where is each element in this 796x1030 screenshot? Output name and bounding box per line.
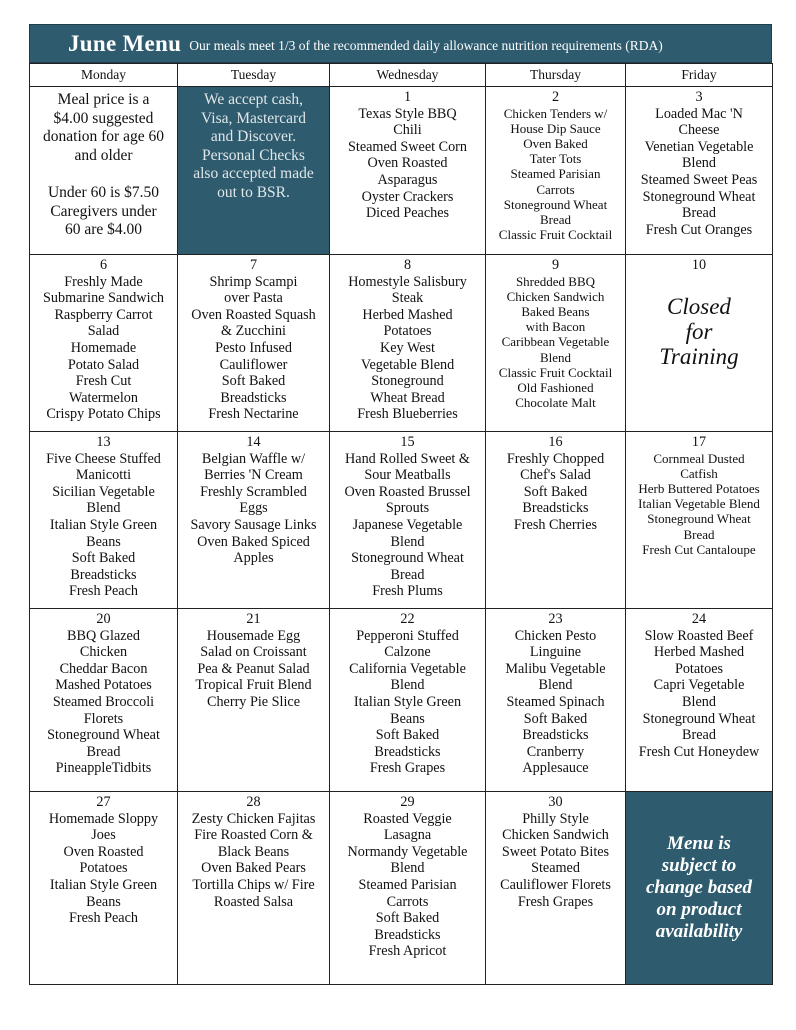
menu-item: Homestyle Salisbury bbox=[348, 273, 467, 290]
menu-item: Potatoes bbox=[674, 660, 724, 677]
menu-item: Fresh Blueberries bbox=[357, 406, 458, 423]
week-row-3 bbox=[30, 432, 773, 609]
menu-item: Carrots bbox=[386, 893, 429, 910]
menu-item: Steamed bbox=[531, 860, 580, 877]
menu-item: Blend bbox=[539, 349, 572, 365]
menu-item: Apples bbox=[233, 550, 274, 567]
menu-item: PineappleTidbits bbox=[55, 760, 152, 777]
info-line: Visa, Mastercard bbox=[201, 109, 306, 127]
menu-item: Cheese bbox=[678, 122, 720, 139]
menu-item: Soft Baked bbox=[71, 550, 136, 567]
day-cell bbox=[486, 792, 626, 985]
menu-item: & Zucchini bbox=[220, 323, 286, 340]
menu-item: Oven Roasted bbox=[367, 155, 448, 172]
menu-header bbox=[29, 24, 772, 63]
menu-item: Roasted Veggie bbox=[363, 810, 452, 827]
menu-item: Fresh Cut Cantaloupe bbox=[642, 541, 756, 557]
menu-item: Hand Rolled Sweet & bbox=[345, 450, 470, 467]
menu-item: Tater Tots bbox=[529, 151, 582, 167]
menu-item: Slow Roasted Beef bbox=[644, 627, 754, 644]
menu-item: Loaded Mac 'N bbox=[655, 105, 743, 122]
day-number: 30 bbox=[548, 794, 563, 810]
menu-calendar bbox=[29, 24, 772, 985]
menu-item: Oven Roasted bbox=[63, 843, 144, 860]
info-line: Personal Checks bbox=[202, 146, 305, 164]
weekday-wednesday: Wednesday bbox=[330, 64, 486, 87]
menu-item: Japanese Vegetable bbox=[352, 516, 463, 533]
menu-item: BBQ Glazed bbox=[67, 627, 140, 644]
menu-item: Eggs bbox=[239, 500, 268, 517]
menu-item: Stoneground Wheat bbox=[503, 196, 608, 212]
menu-item: Herbed Mashed bbox=[653, 644, 745, 661]
menu-item: Fresh Cut Oranges bbox=[645, 221, 753, 238]
menu-item: Vegetable Blend bbox=[360, 356, 455, 373]
menu-item: Cauliflower Florets bbox=[500, 876, 611, 893]
menu-item: Fresh Grapes bbox=[369, 760, 446, 777]
info-line: 60 are $4.00 bbox=[64, 221, 143, 239]
menu-subtitle: Our meals meet 1/3 of the recommended daily allowance nutrition requirements (RDA) bbox=[189, 37, 663, 53]
menu-item: Raspberry Carrot bbox=[54, 306, 153, 323]
day-cell bbox=[178, 609, 330, 792]
menu-item: Key West bbox=[380, 339, 435, 356]
menu-item: Oven Roasted Brussel bbox=[344, 483, 471, 500]
menu-item: Beans bbox=[86, 533, 121, 550]
menu-item: Housemade Egg bbox=[206, 627, 301, 644]
menu-item: Chili bbox=[393, 122, 422, 139]
menu-item: Potatoes bbox=[79, 860, 128, 877]
weekday-tuesday: Tuesday bbox=[178, 64, 330, 87]
weekday-monday: Monday bbox=[30, 64, 178, 87]
menu-item: California Vegetable bbox=[349, 660, 466, 677]
day-cell bbox=[486, 609, 626, 792]
menu-item: Belgian Waffle w/ bbox=[201, 450, 306, 467]
day-number: 15 bbox=[400, 434, 415, 450]
menu-item: Tortilla Chips w/ Fire bbox=[192, 876, 315, 893]
menu-item: Normandy Vegetable bbox=[347, 843, 468, 860]
menu-item: Chicken Sandwich bbox=[506, 288, 605, 304]
menu-item: Homemade Sloppy bbox=[48, 810, 159, 827]
day-cell bbox=[30, 609, 178, 792]
menu-item: Classic Fruit Cocktail bbox=[498, 364, 613, 380]
menu-item: Freshly Chopped bbox=[506, 450, 605, 467]
day-cell bbox=[330, 609, 486, 792]
menu-item: Salad bbox=[87, 323, 120, 340]
menu-item: Bread bbox=[390, 566, 425, 583]
menu-item: Breadsticks bbox=[374, 743, 441, 760]
menu-item: Chocolate Malt bbox=[515, 395, 596, 411]
menu-item: Blend bbox=[682, 693, 716, 710]
menu-item: Diced Peaches bbox=[365, 205, 450, 222]
menu-item: Italian Style Green bbox=[353, 693, 462, 710]
menu-item: Pesto Infused bbox=[215, 339, 292, 356]
availability-note-cell bbox=[626, 792, 773, 985]
day-number: 23 bbox=[548, 611, 563, 627]
menu-item: Blend bbox=[390, 677, 425, 694]
menu-item: Soft Baked bbox=[375, 910, 440, 927]
menu-item: Freshly Made bbox=[64, 273, 143, 290]
menu-item: Bread bbox=[683, 526, 715, 542]
day-cell bbox=[178, 255, 330, 432]
day-number: 3 bbox=[695, 89, 703, 105]
menu-item: Fresh Plums bbox=[372, 583, 443, 600]
menu-item: Fresh Nectarine bbox=[208, 406, 299, 423]
day-cell bbox=[626, 609, 773, 792]
closed-text: Closed bbox=[667, 293, 731, 319]
menu-item: Soft Baked bbox=[221, 373, 286, 390]
menu-item: Chicken Pesto bbox=[514, 627, 597, 644]
day-cell bbox=[178, 432, 330, 609]
menu-item: Blend bbox=[390, 533, 425, 550]
day-number: 27 bbox=[96, 794, 111, 810]
menu-item: Steamed Parisian bbox=[510, 166, 601, 182]
menu-item: Watermelon bbox=[69, 389, 138, 406]
menu-item: Cranberry bbox=[526, 743, 585, 760]
menu-item: Freshly Scrambled bbox=[200, 483, 307, 500]
menu-item: Stoneground Wheat bbox=[642, 710, 756, 727]
menu-item: Steamed Parisian bbox=[358, 876, 457, 893]
day-cell bbox=[178, 792, 330, 985]
menu-item: Potatoes bbox=[383, 323, 432, 340]
menu-item: Pepperoni Stuffed bbox=[356, 627, 459, 644]
menu-item: Herb Buttered Potatoes bbox=[638, 481, 760, 496]
menu-item: Beans bbox=[390, 710, 425, 727]
menu-item: Stoneground Wheat bbox=[351, 550, 464, 567]
weekday-friday: Friday bbox=[626, 64, 773, 87]
menu-item: Pea & Peanut Salad bbox=[197, 660, 310, 677]
info-line: Under 60 is $7.50 bbox=[47, 183, 160, 201]
menu-item: Breadsticks bbox=[522, 500, 589, 517]
day-number: 2 bbox=[551, 89, 560, 105]
menu-item: Calzone bbox=[384, 644, 431, 661]
menu-item: Oyster Crackers bbox=[361, 188, 454, 205]
day-number: 21 bbox=[246, 611, 261, 627]
menu-item: Oven Baked Pears bbox=[201, 860, 306, 877]
info-line: $4.00 suggested bbox=[53, 109, 154, 127]
menu-item: Chef's Salad bbox=[520, 467, 591, 484]
menu-item: House Dip Sauce bbox=[510, 120, 601, 136]
menu-item: Salad on Croissant bbox=[200, 644, 307, 661]
info-line: subject to bbox=[661, 855, 737, 876]
menu-item: Sour Meatballs bbox=[364, 467, 451, 484]
menu-item: Carrots bbox=[536, 181, 575, 197]
menu-item: Florets bbox=[83, 710, 124, 727]
menu-item: Herbed Mashed bbox=[362, 306, 453, 323]
menu-item: Shrimp Scampi bbox=[209, 273, 298, 290]
info-line: change based bbox=[645, 877, 753, 898]
menu-item: Sweet Potato Bites bbox=[501, 843, 610, 860]
menu-item: Classic Fruit Cocktail bbox=[498, 227, 613, 243]
menu-item: Fresh Apricot bbox=[368, 943, 447, 960]
day-cell bbox=[486, 87, 626, 255]
menu-item: Stoneground Wheat bbox=[642, 188, 756, 205]
price-info-cell bbox=[30, 87, 178, 255]
menu-item: Cauliflower bbox=[219, 356, 288, 373]
info-line: Menu is bbox=[667, 833, 731, 854]
day-number: 17 bbox=[691, 434, 707, 450]
day-number: 10 bbox=[691, 257, 707, 273]
weekday-thursday: Thursday bbox=[486, 64, 626, 87]
menu-item: Breadsticks bbox=[70, 566, 137, 583]
day-cell bbox=[486, 432, 626, 609]
day-cell bbox=[486, 255, 626, 432]
menu-item: Venetian Vegetable bbox=[644, 138, 754, 155]
menu-item: Bread bbox=[682, 205, 716, 222]
menu-item: Italian Style Green bbox=[49, 516, 158, 533]
day-cell bbox=[30, 432, 178, 609]
day-cell bbox=[330, 87, 486, 255]
day-number: 28 bbox=[246, 794, 261, 810]
closed-cell bbox=[626, 255, 773, 432]
menu-item: Roasted Salsa bbox=[213, 893, 294, 910]
menu-item: Oven Baked bbox=[523, 136, 588, 151]
day-cell bbox=[626, 87, 773, 255]
menu-item: Stoneground Wheat bbox=[47, 727, 160, 744]
menu-item: Stoneground bbox=[371, 373, 444, 390]
menu-item: Mashed Potatoes bbox=[55, 677, 152, 694]
menu-item: Cheddar Bacon bbox=[59, 660, 148, 677]
menu-item: Bread bbox=[539, 212, 572, 228]
menu-item: over Pasta bbox=[224, 290, 283, 307]
menu-item: Zesty Chicken Fajitas bbox=[191, 810, 316, 827]
day-number: 16 bbox=[548, 434, 563, 450]
menu-item: Fresh Cut bbox=[75, 373, 132, 390]
menu-item: Philly Style bbox=[522, 810, 589, 827]
menu-item: Steamed Sweet Peas bbox=[640, 171, 758, 188]
week-row-5 bbox=[30, 792, 773, 985]
menu-item: Submarine Sandwich bbox=[43, 290, 164, 307]
menu-item: Fresh Peach bbox=[69, 583, 138, 600]
day-number: 22 bbox=[400, 611, 415, 627]
week-row-2 bbox=[30, 255, 773, 432]
day-cell bbox=[30, 792, 178, 985]
info-line: also accepted made bbox=[193, 165, 314, 183]
menu-item: Soft Baked bbox=[523, 710, 588, 727]
menu-item: Blend bbox=[390, 860, 425, 877]
menu-item: Cherry Pie Slice bbox=[207, 693, 300, 710]
week-row-1 bbox=[30, 87, 773, 255]
menu-item: Texas Style BBQ bbox=[358, 105, 457, 122]
menu-item: Sprouts bbox=[385, 500, 430, 517]
menu-item: Italian Style Green bbox=[49, 876, 158, 893]
day-number: 6 bbox=[99, 257, 108, 273]
closed-text: for bbox=[685, 318, 713, 344]
menu-item: Soft Baked bbox=[523, 483, 588, 500]
weekday-header-row bbox=[30, 64, 773, 87]
menu-item: Italian Vegetable Blend bbox=[638, 496, 760, 512]
menu-item: Fresh Peach bbox=[69, 910, 138, 927]
day-cell bbox=[330, 255, 486, 432]
menu-item: Tropical Fruit Blend bbox=[195, 677, 312, 694]
menu-item: Potato Salad bbox=[67, 356, 140, 373]
menu-item: Capri Vegetable bbox=[653, 677, 745, 694]
menu-item: Chicken Tenders w/ bbox=[503, 105, 608, 121]
day-number: 8 bbox=[403, 257, 412, 273]
menu-item: Fresh Grapes bbox=[517, 893, 594, 910]
menu-item: Blend bbox=[682, 155, 716, 172]
menu-item: Steamed Sweet Corn bbox=[348, 138, 467, 155]
menu-item: Breadsticks bbox=[522, 727, 589, 744]
menu-item: Bread bbox=[682, 727, 716, 744]
menu-item: Fresh Cut Honeydew bbox=[638, 743, 760, 760]
menu-item: Oven Baked Spiced bbox=[197, 533, 310, 550]
day-number: 29 bbox=[400, 794, 415, 810]
day-number: 24 bbox=[691, 611, 707, 627]
info-line: Meal price is a bbox=[57, 91, 150, 108]
menu-item: Lasagna bbox=[383, 827, 432, 844]
info-line: and older bbox=[74, 146, 133, 164]
menu-item: Old Fashioned bbox=[517, 380, 594, 396]
menu-item: Steak bbox=[391, 290, 424, 307]
menu-item: Stoneground Wheat bbox=[647, 511, 751, 527]
menu-item: Berries 'N Cream bbox=[204, 467, 303, 484]
menu-item: Linguine bbox=[529, 644, 582, 661]
payment-info-cell bbox=[178, 87, 330, 255]
day-cell bbox=[330, 792, 486, 985]
day-number: 9 bbox=[551, 257, 560, 273]
week-row-4 bbox=[30, 609, 773, 792]
menu-item: Fire Roasted Corn & bbox=[194, 827, 313, 844]
menu-item: Beans bbox=[86, 893, 121, 910]
menu-item: Applesauce bbox=[522, 760, 589, 777]
menu-item: Blend bbox=[86, 500, 121, 517]
menu-item: Five Cheese Stuffed bbox=[46, 450, 161, 467]
menu-item: Crispy Potato Chips bbox=[46, 406, 161, 423]
info-line: Caregivers under bbox=[50, 202, 157, 220]
info-line bbox=[33, 165, 174, 184]
menu-item: Catfish bbox=[680, 465, 718, 481]
menu-item: Bread bbox=[86, 743, 121, 760]
menu-item: Joes bbox=[91, 827, 116, 844]
menu-title: June Menu bbox=[68, 30, 182, 56]
menu-item: Steamed Spinach bbox=[506, 693, 605, 710]
menu-item: Caribbean Vegetable bbox=[501, 334, 610, 350]
menu-item: Breadsticks bbox=[220, 389, 287, 406]
menu-item: Homemade bbox=[70, 339, 137, 356]
day-cell bbox=[330, 432, 486, 609]
menu-item: Black Beans bbox=[217, 843, 290, 860]
menu-item: Cornmeal Dusted bbox=[653, 450, 745, 466]
info-line: donation for age 60 bbox=[43, 128, 164, 146]
day-number: 7 bbox=[249, 257, 258, 273]
menu-item: Manicotti bbox=[75, 467, 132, 484]
menu-table bbox=[29, 63, 773, 985]
menu-item: with Bacon bbox=[525, 319, 586, 335]
day-number: 13 bbox=[96, 434, 111, 450]
day-number: 14 bbox=[246, 434, 261, 450]
menu-item: Soft Baked bbox=[375, 727, 440, 744]
menu-item: Malibu Vegetable bbox=[505, 660, 606, 677]
menu-item: Wheat Bread bbox=[370, 389, 445, 406]
closed-text: Training bbox=[659, 343, 739, 369]
menu-item: Breadsticks bbox=[374, 926, 441, 943]
info-line: out to BSR. bbox=[217, 183, 290, 201]
menu-item: Chicken bbox=[79, 644, 128, 661]
day-number: 1 bbox=[403, 89, 412, 105]
menu-item: Baked Beans bbox=[521, 304, 590, 319]
menu-item: Asparagus bbox=[377, 171, 438, 188]
day-cell bbox=[626, 432, 773, 609]
menu-item: Shredded BBQ bbox=[515, 273, 596, 289]
menu-item: Blend bbox=[538, 677, 573, 694]
day-number: 20 bbox=[96, 611, 111, 627]
menu-item: Steamed Broccoli bbox=[52, 693, 155, 710]
menu-item: Oven Roasted Squash bbox=[191, 306, 316, 323]
info-line: availability bbox=[655, 921, 743, 942]
menu-item: Savory Sausage Links bbox=[190, 516, 317, 533]
info-line: and Discover. bbox=[210, 128, 297, 146]
menu-item: Fresh Cherries bbox=[513, 516, 598, 533]
info-line: We accept cash, bbox=[203, 91, 303, 108]
day-cell bbox=[30, 255, 178, 432]
menu-item: Chicken Sandwich bbox=[502, 827, 609, 844]
info-line: on product bbox=[656, 899, 742, 920]
menu-item: Sicilian Vegetable bbox=[52, 483, 155, 500]
